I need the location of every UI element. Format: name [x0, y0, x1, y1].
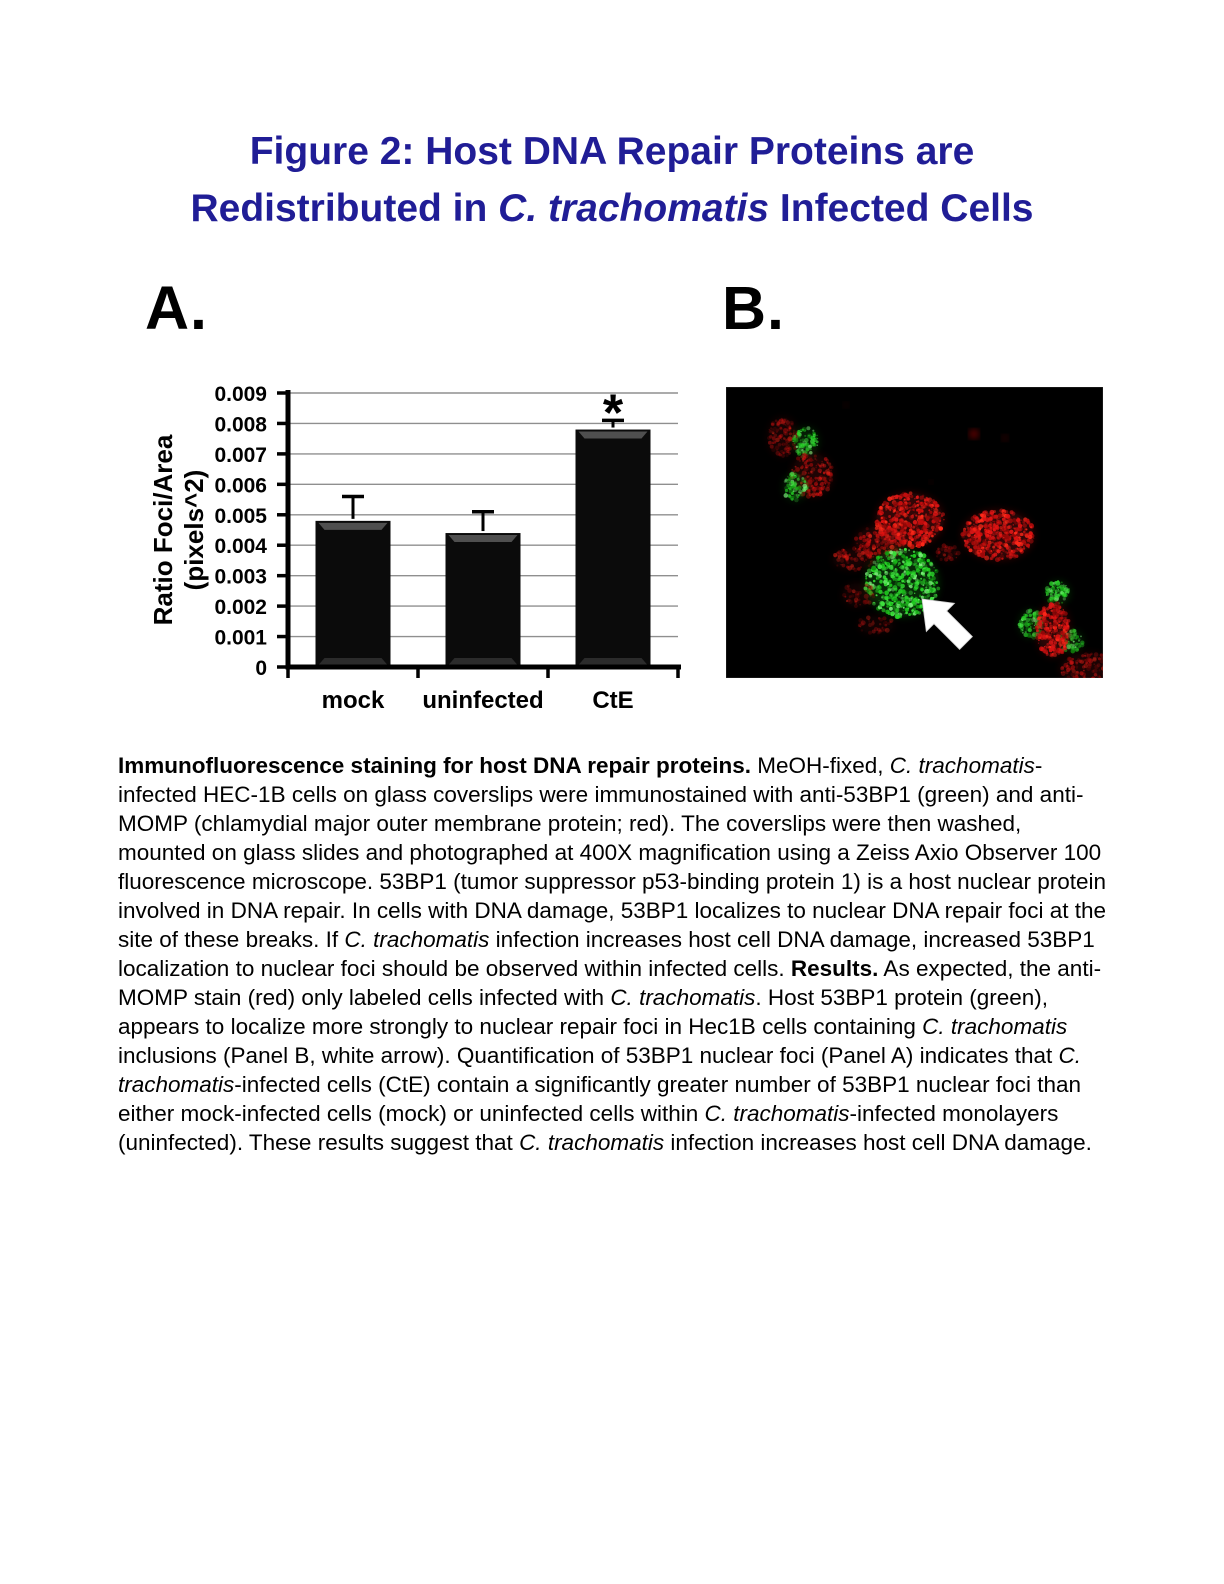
- figure-title: [0, 123, 1224, 237]
- y-tick-label: 0.007: [214, 443, 267, 467]
- y-tick-label: 0.008: [214, 413, 267, 437]
- category-label-mock: mock: [321, 687, 385, 714]
- y-tick-label: 0.006: [214, 474, 267, 498]
- text-run: -infected cells (CtE) contain a significantly greater number of 53BP1 nuclear foci than either mock-infected cells (mock) or uninfected cells within: [118, 1072, 1081, 1126]
- text-run: C. trachomatis: [704, 1101, 850, 1126]
- text-run: C. trachomatis: [922, 1014, 1068, 1039]
- y-axis-title: [148, 434, 209, 625]
- panel-a-label: A.: [145, 274, 208, 342]
- text-run: infection increases host cell DNA damage.: [664, 1130, 1092, 1155]
- y-tick-label: 0.009: [214, 383, 267, 406]
- text-run: C. trachomatis: [498, 187, 770, 230]
- svg-text:Ratio Foci/Area(pixels^2): Ratio Foci/Area(pixels^2): [148, 434, 209, 626]
- text-run: C. trachomatis: [889, 753, 1035, 778]
- text-run: Infected Cells: [769, 187, 1034, 230]
- figure-caption: [118, 751, 1115, 1157]
- category-label-CtE: CtE: [592, 687, 634, 714]
- panel-b-label: B.: [722, 274, 785, 342]
- text-run: -infected HEC-1B cells on glass coverslips were immunostained with anti-53BP1 (green) and anti-MOMP (chlamydial major outer membrane protein; red). The coverslips were then washed, mounted on glass slides and photographed at 400X magnification using a Zeiss Axio Observer 100 fluorescence microscope. 53BP1 (tumor suppressor p53-binding protein 1) is a host nuclear protein involved in DNA repair. In cells with DNA damage, 53BP1 localizes to nuclear DNA repair foci at the site of these breaks. If: [118, 753, 1107, 952]
- text-run: Redistributed in: [190, 187, 499, 230]
- bar-CtE: [576, 430, 651, 667]
- text-run: -infected monolayers (uninfected). These results suggest that: [118, 1101, 1059, 1155]
- significance-asterisk: *: [602, 384, 624, 443]
- bar-bottom-bevel: [319, 658, 388, 665]
- text-run: C. trachomatis: [118, 1043, 1081, 1097]
- fluorescence-micrograph: [726, 387, 1103, 678]
- figure-title-line2: [0, 180, 1224, 237]
- bar-top-bevel: [319, 523, 388, 530]
- y-tick-label: 0.002: [214, 596, 267, 620]
- text-run: . Host 53BP1 protein (green), appears to localize more strongly to nuclear repair foci in Hec1B cells containing: [118, 985, 1049, 1039]
- text-run: C. trachomatis: [610, 985, 756, 1010]
- red-speck: [971, 431, 977, 437]
- y-tick-label: 0.005: [214, 504, 267, 528]
- text-run: inclusions (Panel B, white arrow). Quantification of 53BP1 nuclear foci (Panel A) indicates that: [118, 1043, 1059, 1068]
- text-run: MeOH-fixed,: [751, 753, 890, 778]
- foci-bar-chart: [140, 370, 710, 715]
- category-label-uninfected: uninfected: [422, 687, 544, 714]
- text-run: Immunofluorescence staining for host DNA repair proteins.: [118, 753, 752, 778]
- text-run: C. trachomatis: [344, 927, 490, 952]
- text-run: Results.: [790, 956, 879, 981]
- bar-bottom-bevel: [579, 658, 648, 665]
- y-tick-label: 0: [255, 657, 267, 680]
- bar-top-bevel: [449, 535, 518, 542]
- red-speck: [930, 481, 933, 484]
- text-run: infection increases host cell DNA damage, increased 53BP1 localization to nuclear foci should be observed within infected cells.: [118, 927, 1095, 981]
- y-tick-label: 0.003: [214, 565, 267, 589]
- text-run: As expected, the anti-MOMP stain (red) only labeled cells infected with: [118, 956, 1102, 1010]
- red-speck: [844, 403, 848, 407]
- bar-bottom-bevel: [449, 658, 518, 665]
- text-run: C. trachomatis: [519, 1130, 665, 1155]
- red-speck: [1003, 436, 1007, 440]
- y-tick-label: 0.001: [214, 626, 267, 650]
- y-tick-label: 0.004: [214, 535, 267, 559]
- bar-mock: [316, 521, 391, 667]
- bar-uninfected: [446, 533, 521, 667]
- figure-title-line1: Figure 2: Host DNA Repair Proteins are: [249, 130, 975, 173]
